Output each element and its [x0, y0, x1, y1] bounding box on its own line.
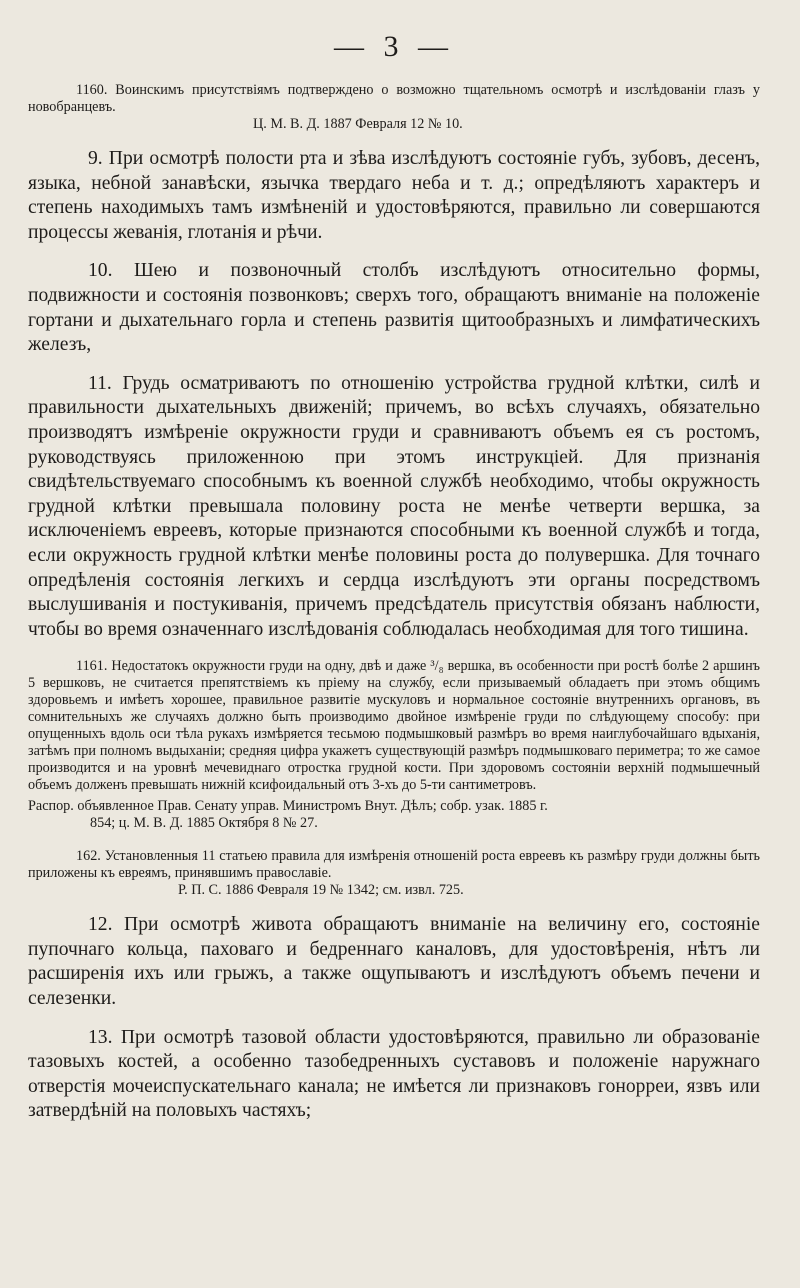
footnote-162-text: 162. Установленныя 11 статьею правила для измѣренія отношеній роста евреевъ къ размѣру груди должны быть приложены къ евреямъ, принявшимъ православіе.: [28, 848, 760, 882]
footnote-1160: [28, 82, 760, 116]
paragraph-10: 10. Шею и позвоночный столбъ изслѣдуютъ относительно формы, подвижности и состоянія позвонковъ; сверхъ того, обращаютъ вниманіе на положеніе гортани и дыхательнаго горла и степень развитія щитообразныхъ и лимфатическихъ железъ,: [28, 260, 760, 356]
footnote-1161-reference-line-2: 854; ц. М. В. Д. 1885 Октября 8 № 27.: [90, 815, 318, 832]
footnote-1161-reference: [28, 798, 760, 832]
footnote-162-reference: Р. П. С. 1886 Февраля 19 № 1342; см. извл. 725.: [178, 882, 464, 899]
footnote-1160-text: 1160. Воинскимъ присутствіямъ подтверждено о возможно тщательномъ осмотрѣ и изслѣдованіи глазъ у новобранцевъ.: [28, 82, 760, 115]
footnote-1161-text: 1161. Недостатокъ окружности груди на одну, двѣ и даже ³/₈ вершка, въ особенности при ростѣ болѣе 2 аршинъ 5 вершковъ, не считается препятствіемъ къ пріему на службу, если призываемый обладаетъ при этомъ общимъ здоровьемъ и имѣетъ хорошее, правильное развитіе мускуловъ и нормальное состояніе внутреннихъ органовъ, въ сомнительныхъ же случаяхъ должно быть производимо двойное измѣреніе груди по слѣдующему способу: при опущенныхъ вдоль оси тѣла рукахъ измѣряется тесьмою подмышковый размѣръ во время наиглубочайшаго вдыханія, затѣмъ при полномъ выдыханіи; средняя цифра укажетъ существующій размѣръ подмышковаго периметра; то же самое производится и на уровнѣ мечевиднаго отростка грудной кости. При здоровомъ состояніи верхній подмышечный объемъ долженъ превышать нижній ксифоидальный отъ 3-хъ до 5-ти сантиметровъ.: [28, 658, 760, 794]
paragraph-9: 9. При осмотрѣ полости рта и зѣва изслѣдуютъ состояніе губъ, зубовъ, десенъ, языка, небной занавѣски, язычка твердаго неба и т. д.; опредѣляютъ характеръ и степень находимыхъ тамъ измѣненій и удостовѣряются, правильно ли совершаются процессы жеванія, глотанія и рѣчи.: [28, 148, 760, 243]
paragraph-11: 11. Грудь осматриваютъ по отношенію устройства грудной клѣтки, силѣ и правильности дыхательныхъ движеній; причемъ, во всѣхъ случаяхъ, обязательно производятъ измѣреніе окружности груди и сравниваютъ объемъ ея съ ростомъ, руководствуясь приложенною при этомъ инструкціей. Для признанія свидѣтельствуемаго способнымъ къ военной службѣ необходимо, чтобы окружность грудной клѣтки превышала половину роста не менѣе четверти вершка, за исключеніемъ евреевъ, которые признаются способными къ военной службѣ и тогда, если окружность грудной клѣтки менѣе половины роста до полувершка. Для точнаго опредѣленія состоянія легкихъ и сердца изслѣдуютъ эти органы посредствомъ выслушиванія и постукиванія, причемъ предсѣдатель присутствія обязанъ наблюсти, чтобы во время означеннаго изслѣдованія соблюдалась необходимая для того тишина.: [28, 372, 760, 640]
footnote-1160-reference: Ц. М. В. Д. 1887 Февраля 12 № 10.: [253, 116, 463, 132]
footnote-162: [28, 848, 760, 882]
paragraph-13: 13. При осмотрѣ тазовой области удостовѣряются, правильно ли образованіе тазовыхъ костей, а особенно тазобедренныхъ суставовъ и положеніе наружнаго отверстія мочеиспускательнаго канала; не имѣется ли признаковъ гонорреи, язвъ или затвердѣній на половыхъ частяхъ;: [28, 1026, 760, 1122]
footnote-1161: [28, 658, 760, 794]
footnote-1161-reference-line-1: Распор. объявленное Прав. Сенату управ. Министромъ Внут. Дѣлъ; собр. узак. 1885 г.: [28, 798, 548, 815]
page-number: — 3 —: [334, 30, 454, 63]
paragraph-12: 12. При осмотрѣ живота обращаютъ вниманіе на величину его, состояніе пупочнаго кольца, паховаго и бедреннаго каналовъ, для удостовѣренія, нѣтъ ли расширенія ихъ или грыжъ, а также ощупываютъ и изслѣдуютъ объемъ печени и селезенки.: [28, 914, 760, 1010]
